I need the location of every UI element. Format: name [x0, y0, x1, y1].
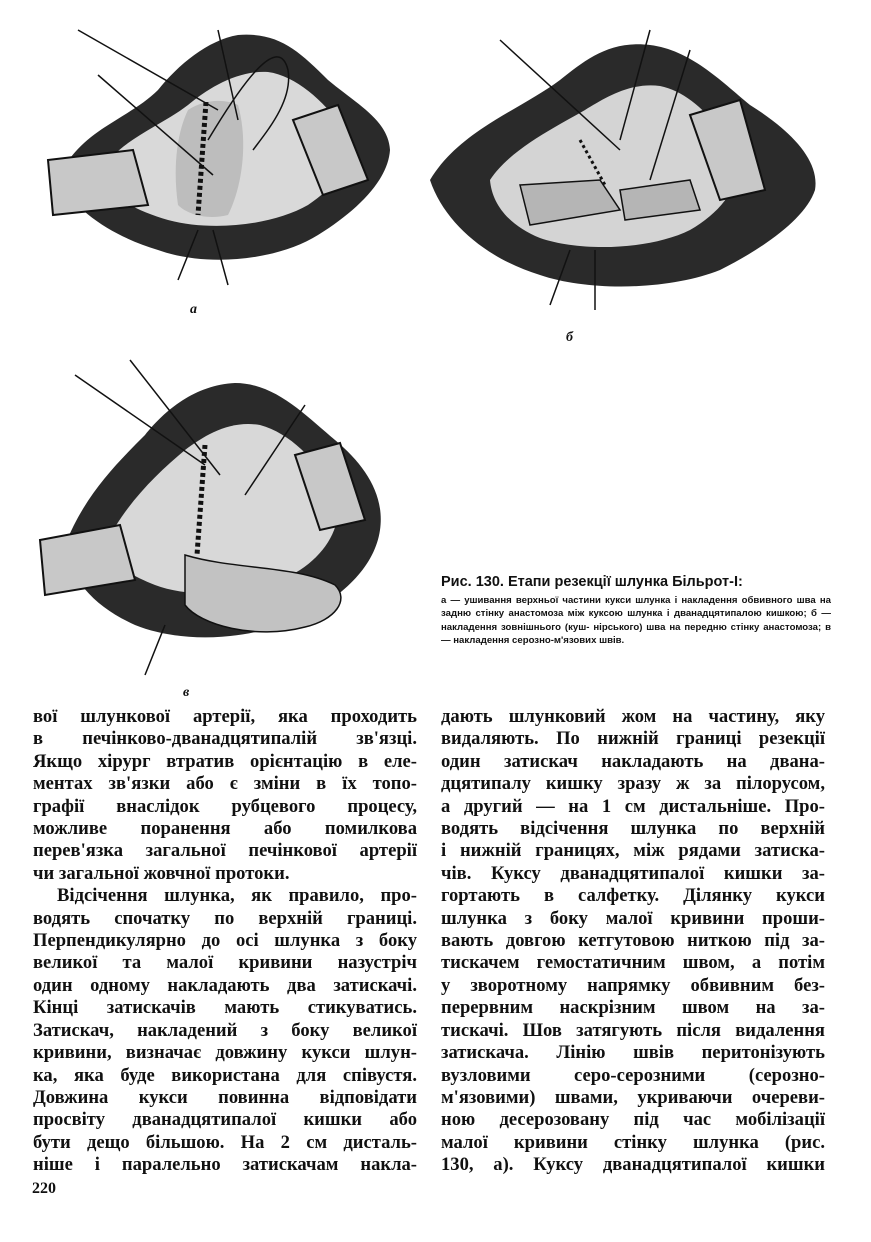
text-line: дцятипалу кишку зразу ж за пілорусом,: [441, 773, 825, 795]
text-line: в печінково-дванадцятипалій зв'язці.: [33, 728, 417, 750]
text-line: вузловими серо-серозними (серозно-: [441, 1064, 825, 1086]
text-line: тискачем гемостатичним швом, а потім: [441, 952, 825, 974]
text-line: водять спочатку по верхній границі.: [33, 907, 417, 929]
caption-line: а — ушивання верхньої частини кукси шлунка і накладення: [441, 595, 738, 606]
text-line: шлунка з боку малої кривини проши-: [441, 907, 825, 929]
text-line: Відсічення шлунка, як правило, про-: [57, 885, 417, 907]
text-line: Перпендикулярно до осі шлунка з боку: [33, 930, 417, 952]
text-line: затискача. Лінію швів перитонізують: [441, 1042, 825, 1064]
text-line: чи загальної жовчної протоки.: [33, 862, 290, 884]
text-line: великої та малої кривини назустріч: [33, 952, 417, 974]
text-line: Кінці затискачів мають стикуватись.: [33, 997, 417, 1019]
caption-line: нірського) шва на передню стінку анастомоза; в — накладення: [441, 621, 832, 647]
caption-line: серозно-м'язових швів.: [512, 635, 625, 647]
caption-line: і дванадцятипалою кишкою; б — накладення зовнішнього (куш-: [441, 608, 831, 633]
text-line: Якщо хірург втратив орієнтацію в еле-: [33, 750, 417, 772]
text-line: ною десерозовану під час мобілізації: [441, 1109, 825, 1131]
text-line: перервним наскрізним швом на за-: [441, 997, 825, 1019]
caption-text: [441, 594, 831, 648]
figure-caption: [441, 574, 831, 648]
text-line: можливе поранення або помилкова: [33, 818, 417, 840]
text-line: і нижній границях, між рядами затиска-: [441, 840, 825, 862]
text-line: водять відсічення шлунка по верхній: [441, 818, 825, 840]
text-line: один одному накладають два затискачі.: [33, 974, 417, 996]
text-line: 130, а). Куксу дванадцятипалої кишки: [441, 1154, 825, 1176]
figure-a-label: а: [190, 302, 197, 317]
figure-a-illustration: [38, 10, 418, 317]
text-line: графії внаслідок рубцевого процесу,: [33, 795, 417, 817]
text-line: вої шлункової артерії, яка проходить: [33, 706, 417, 727]
text-line: кривини, визначає довжину кукси шлун-: [33, 1042, 417, 1064]
text-line: Затискач, накладений з боку великої: [33, 1019, 417, 1041]
text-line: видаляють. По нижній границі резекції: [441, 728, 825, 750]
text-line: Довжина кукси повинна відповідати: [33, 1086, 417, 1108]
figure-b-label: б: [566, 330, 573, 345]
figure-v-label: в: [183, 685, 190, 700]
text-line: чів. Куксу дванадцятипалої кишки за-: [441, 862, 825, 884]
text-line: м'язовими) швами, укриваючи очереви-: [441, 1086, 825, 1108]
text-line: вають довгою кетгутовою ниткою під за-: [441, 930, 825, 952]
text-line: ментах зв'язки або є зміни в їх топо-: [33, 773, 417, 795]
text-line: дають шлунковий жом на частину, яку: [441, 706, 825, 727]
text-line: бути дещо більшою. На 2 см дисталь-: [33, 1131, 417, 1153]
body-text-left-column: [33, 706, 417, 1177]
page-number: 220: [32, 1180, 56, 1197]
figure-v-illustration: [35, 355, 405, 700]
figure-b-illustration: [420, 20, 840, 345]
caption-line: обвивного шва на задню стінку анастомоза між куксою шлунка: [441, 595, 831, 620]
text-line: а другий — на 1 см дистальніше. Про-: [441, 795, 825, 817]
text-line: перев'язка загальної печінкової артерії: [33, 840, 417, 862]
text-line: малої кривини стінку шлунка (рис.: [441, 1131, 825, 1153]
text-line: гортають в салфетку. Ділянку кукси: [441, 885, 825, 907]
text-line: у зворотному напрямку обвивним без-: [441, 974, 825, 996]
text-line: ніше і паралельно затискачам накла-: [33, 1154, 417, 1176]
text-line: тискачі. Шов затягують після видалення: [441, 1019, 825, 1041]
caption-title: Рис. 130. Етапи резекції шлунка Більрот-І:: [441, 574, 743, 590]
body-text-right-column: [441, 706, 825, 1177]
text-line: один затискач накладають на двана-: [441, 750, 825, 772]
text-line: ка, яка буде використана для співустя.: [33, 1064, 417, 1086]
text-line: просвіту дванадцятипалої кишки або: [33, 1109, 417, 1131]
